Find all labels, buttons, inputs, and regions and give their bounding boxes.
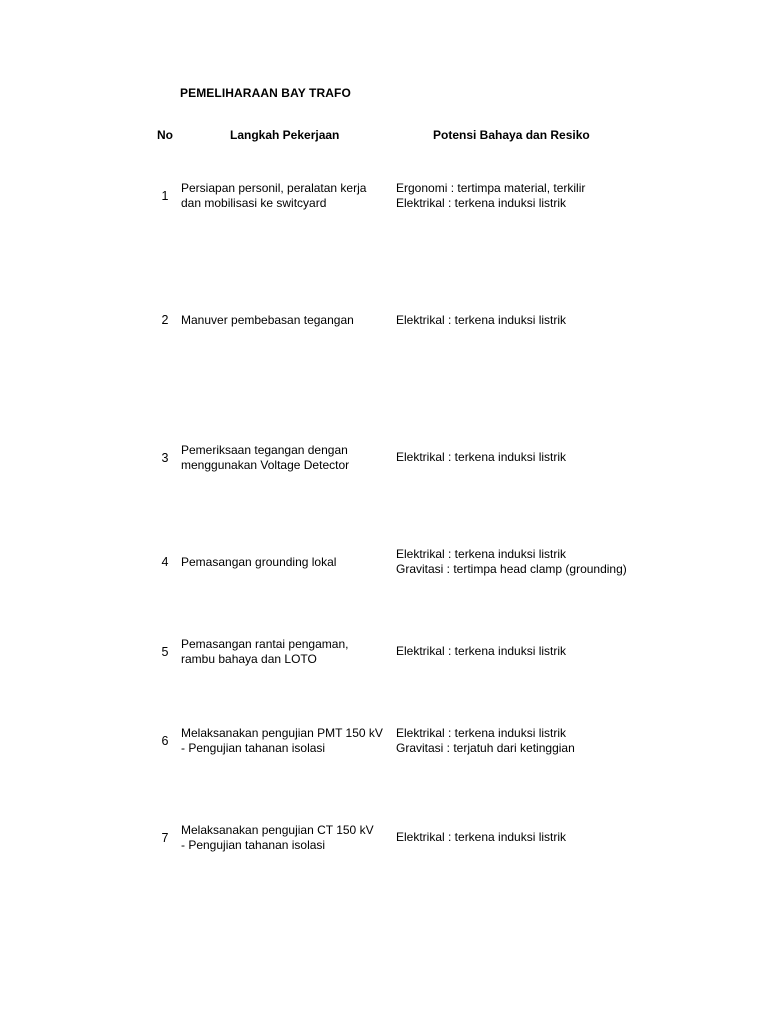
step-line: Pemasangan rantai pengaman, bbox=[181, 637, 349, 651]
step-line: - Pengujian tahanan isolasi bbox=[181, 741, 326, 755]
risk-line: Ergonomi : tertimpa material, terkilir bbox=[396, 181, 586, 195]
step-text bbox=[181, 726, 383, 756]
step-line: rambu bahaya dan LOTO bbox=[181, 652, 317, 666]
header-no: No bbox=[157, 128, 173, 142]
step-text bbox=[181, 555, 336, 570]
step-line: Melaksanakan pengujian CT 150 kV bbox=[181, 823, 374, 837]
row-number: 2 bbox=[161, 313, 169, 327]
step-line: Pemasangan grounding lokal bbox=[181, 555, 337, 569]
step-text bbox=[181, 823, 374, 853]
risk-text bbox=[396, 313, 566, 328]
step-line: - Pengujian tahanan isolasi bbox=[181, 838, 326, 852]
step-line: Pemeriksaan tegangan dengan bbox=[181, 443, 348, 457]
row-number: 6 bbox=[161, 734, 169, 748]
header-step: Langkah Pekerjaan bbox=[230, 128, 340, 142]
document-title: PEMELIHARAAN BAY TRAFO bbox=[180, 86, 351, 100]
step-text bbox=[181, 181, 366, 211]
risk-text bbox=[396, 830, 566, 845]
risk-text bbox=[396, 450, 566, 465]
risk-line: Elektrikal : terkena induksi listrik bbox=[396, 547, 567, 561]
risk-line: Elektrikal : terkena induksi listrik bbox=[396, 196, 567, 210]
risk-line: Elektrikal : terkena induksi listrik bbox=[396, 450, 567, 464]
step-line: Melaksanakan pengujian PMT 150 kV bbox=[181, 726, 383, 740]
risk-line: Elektrikal : terkena induksi listrik bbox=[396, 313, 567, 327]
step-text bbox=[181, 443, 349, 473]
step-line: dan mobilisasi ke switcyard bbox=[181, 196, 327, 210]
risk-line: Gravitasi : tertimpa head clamp (grounding) bbox=[396, 562, 627, 576]
risk-text bbox=[396, 726, 575, 756]
risk-text bbox=[396, 644, 566, 659]
row-number: 5 bbox=[161, 645, 169, 659]
row-number: 7 bbox=[161, 831, 169, 845]
step-line: Manuver pembebasan tegangan bbox=[181, 313, 354, 327]
row-number: 3 bbox=[161, 451, 169, 465]
step-text bbox=[181, 313, 354, 328]
risk-text bbox=[396, 181, 585, 211]
step-text bbox=[181, 637, 348, 667]
row-number: 4 bbox=[161, 555, 169, 569]
header-risk: Potensi Bahaya dan Resiko bbox=[433, 128, 590, 142]
risk-line: Elektrikal : terkena induksi listrik bbox=[396, 644, 567, 658]
risk-line: Elektrikal : terkena induksi listrik bbox=[396, 726, 567, 740]
step-line: Persiapan personil, peralatan kerja bbox=[181, 181, 367, 195]
risk-line: Gravitasi : terjatuh dari ketinggian bbox=[396, 741, 575, 755]
step-line: menggunakan Voltage Detector bbox=[181, 458, 350, 472]
row-number: 1 bbox=[161, 189, 169, 203]
risk-line: Elektrikal : terkena induksi listrik bbox=[396, 830, 567, 844]
risk-text bbox=[396, 547, 627, 577]
